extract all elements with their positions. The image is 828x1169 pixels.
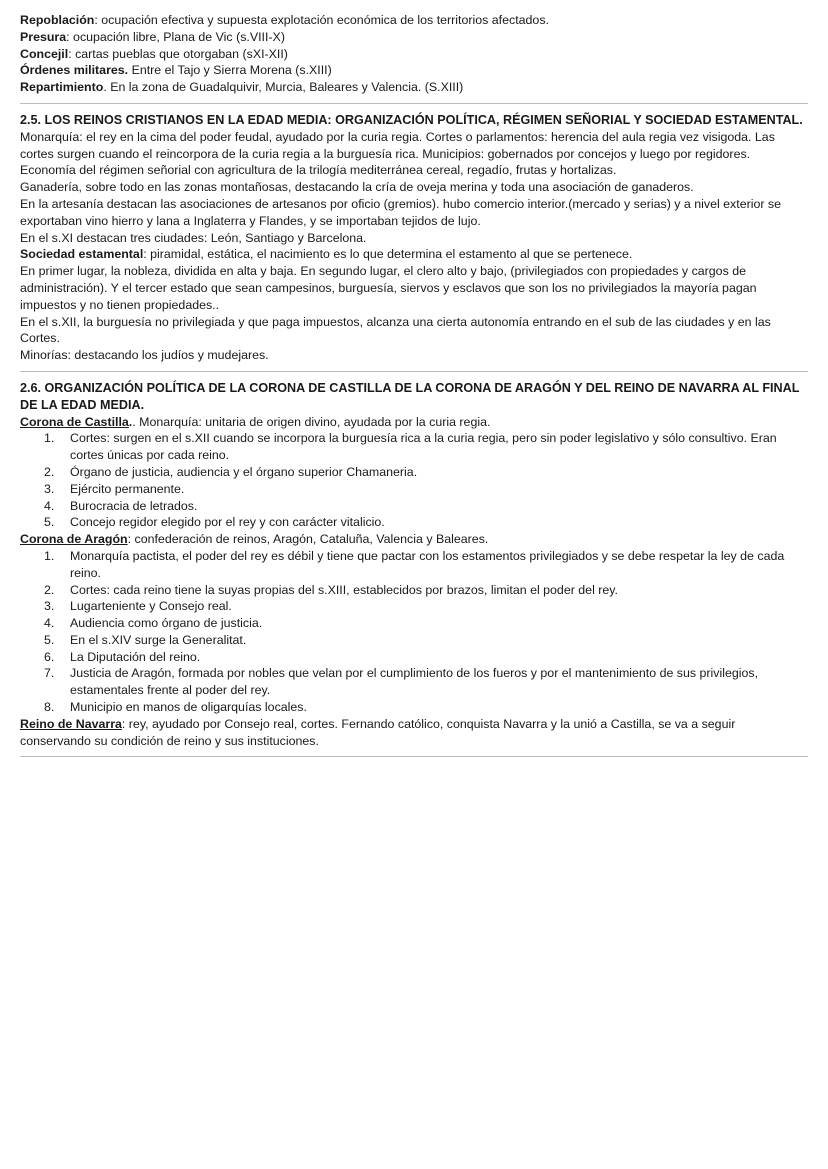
intro-line-repoblacion <box>20 12 808 29</box>
list-item: 2. Órgano de justicia, audiencia y el órgano superior Chamaneria. <box>44 464 418 479</box>
definition: . Monarquía: unitaria de origen divino, ayudada por la curia regia. <box>132 414 491 429</box>
list-item: 4. Burocracia de letrados. <box>44 498 198 513</box>
section-title: 2.6. ORGANIZACIÓN POLÍTICA DE LA CORONA DE CASTILLA DE LA CORONA DE ARAGÓN Y DEL REINO DE NAVARRA AL FINAL DE LA EDAD MEDIA. <box>20 380 800 412</box>
paragraph: Minorías: destacando los judíos y mudejares. <box>20 348 269 363</box>
paragraph: En la artesanía destacan las asociaciones de artesanos por oficio (gremios). hubo comercio interior.(mercado y serias) y a nivel exterior se exportaban vino hierro y lana a Inglaterra y Flandes, y se importaban tejidos de lujo. <box>20 196 782 228</box>
paragraph: En el s.XII, la burguesía no privilegiada y que paga impuestos, alcanza una cierta autonomía entrando en el sub de las ciudades y en las Cortes. <box>20 314 771 346</box>
aragon-intro <box>20 531 808 548</box>
term: Repartimiento <box>20 80 104 95</box>
divider <box>20 371 808 372</box>
document-page <box>20 12 808 765</box>
definition: ocupación efectiva y supuesta explotación económica de los territorios afectados. <box>97 13 549 27</box>
sep: : <box>68 46 72 61</box>
list-item: 1. Cortes: surgen en el s.XII cuando se incorpora la burguesía rica a la curia regia, pero sin poder legislativo y sólo consultivo. Eran cortes únicas por cada reino. <box>44 431 777 463</box>
definition: Entre el Tajo y Sierra Morena (s.XIII) <box>128 63 332 78</box>
definition: : rey, ayudado por Consejo real, cortes. Fernando católico, conquista Navarra y la unió a Castilla, se va a seguir conservando su condición de reino y sus instituciones. <box>20 716 736 748</box>
castilla-list <box>20 430 808 531</box>
paragraph: Monarquía: el rey en la cima del poder feudal, ayudado por la curia regia. Cortes o parlamentos: herencia del aula regia vez visigoda. Las cortes surgen cuando el reincorpora de la curia regia a la burguesía rica. Municipios: gobernados por concejos y luego por regidores. <box>20 129 775 161</box>
sep: : <box>66 29 70 44</box>
term: Reino de Navarra <box>20 716 122 731</box>
navarra-paragraph <box>20 716 808 750</box>
paragraph: En primer lugar, la nobleza, dividida en alta y baja. En segundo lugar, el clero alto y bajo, (privilegiados con propiedades y cargos de administración). Y el tercer estado que sean campesinos, burguesía, siervos y esclavos que son los no privilegiados la mayoría pagan impuestos y no tienen propiedades.. <box>20 264 757 312</box>
paragraph: Economía del régimen señorial con agricultura de la trilogía mediterránea cereal, regadío, frutas y hortalizas. <box>20 163 617 178</box>
definition: En la zona de Guadalquivir, Murcia, Baleares y Valencia. (S.XIII) <box>106 80 464 95</box>
list-item: 3. Lugarteniente y Consejo real. <box>44 599 232 614</box>
definition: : piramidal, estática, el nacimiento es lo que determina el estamento al que se pertenece. <box>143 247 633 262</box>
list-item: 3. Ejército permanente. <box>44 481 185 496</box>
term: Presura <box>20 29 67 44</box>
intro-line-presura <box>20 29 808 46</box>
list-item: 2. Cortes: cada reino tiene la suyas propias del s.XIII, establecidos por brazos, limitan el poder del rey. <box>44 582 618 597</box>
list-item: 6. La Diputación del reino. <box>44 649 201 664</box>
list-item: 8. Municipio en manos de oligarquías locales. <box>44 700 307 715</box>
list-item: 1. Monarquía pactista, el poder del rey es débil y tiene que pactar con los estamentos privilegiados y se debe respetar la ley de cada reino. <box>44 548 785 580</box>
sep: : <box>94 13 98 27</box>
section-2-5 <box>20 112 808 364</box>
castilla-intro <box>20 414 808 431</box>
intro-line-ordenes <box>20 62 808 79</box>
intro-line-repartimiento <box>20 79 808 96</box>
paragraph: En el s.XI destacan tres ciudades: León, Santiago y Barcelona. <box>20 230 367 245</box>
list-item: 7. Justicia de Aragón, formada por nobles que velan por el cumplimiento de los fueros y por el mantenimiento de sus privilegios, estamentales frente al poder del rey. <box>44 666 759 698</box>
term-period: . <box>128 414 133 429</box>
term: Corona de Aragón <box>20 532 128 547</box>
list-item: 5. En el s.XIV surge la Generalitat. <box>44 632 247 647</box>
definition: ocupación libre, Plana de Vic (s.VIII-X) <box>69 29 285 44</box>
paragraph: Ganadería, sobre todo en las zonas montañosas, destacando la cría de oveja merina y toda una asociación de ganaderos. <box>20 180 694 195</box>
term: Órdenes militares. <box>20 63 129 78</box>
list-item: 4. Audiencia como órgano de justicia. <box>44 616 263 631</box>
list-item: 5. Concejo regidor elegido por el rey y con carácter vitalicio. <box>44 515 385 530</box>
term: Repoblación <box>20 13 95 27</box>
term: Concejil <box>20 46 69 61</box>
sep: . <box>103 80 107 95</box>
definition: cartas pueblas que otorgaban (sXI-XII) <box>71 46 288 61</box>
divider <box>20 756 808 757</box>
paragraph <box>20 246 808 263</box>
section-title: 2.5. LOS REINOS CRISTIANOS EN LA EDAD MEDIA: ORGANIZACIÓN POLÍTICA, RÉGIMEN SEÑORIAL Y SOCIEDAD ESTAMENTAL. <box>20 112 803 127</box>
aragon-list <box>20 548 808 716</box>
section-2-6 <box>20 380 808 750</box>
definition: : confederación de reinos, Aragón, Cataluña, Valencia y Baleares. <box>127 532 489 547</box>
term: Sociedad estamental <box>20 247 144 262</box>
intro-block <box>20 12 808 96</box>
term: Corona de Castilla <box>20 414 129 429</box>
divider <box>20 103 808 104</box>
intro-line-concejil <box>20 46 808 63</box>
